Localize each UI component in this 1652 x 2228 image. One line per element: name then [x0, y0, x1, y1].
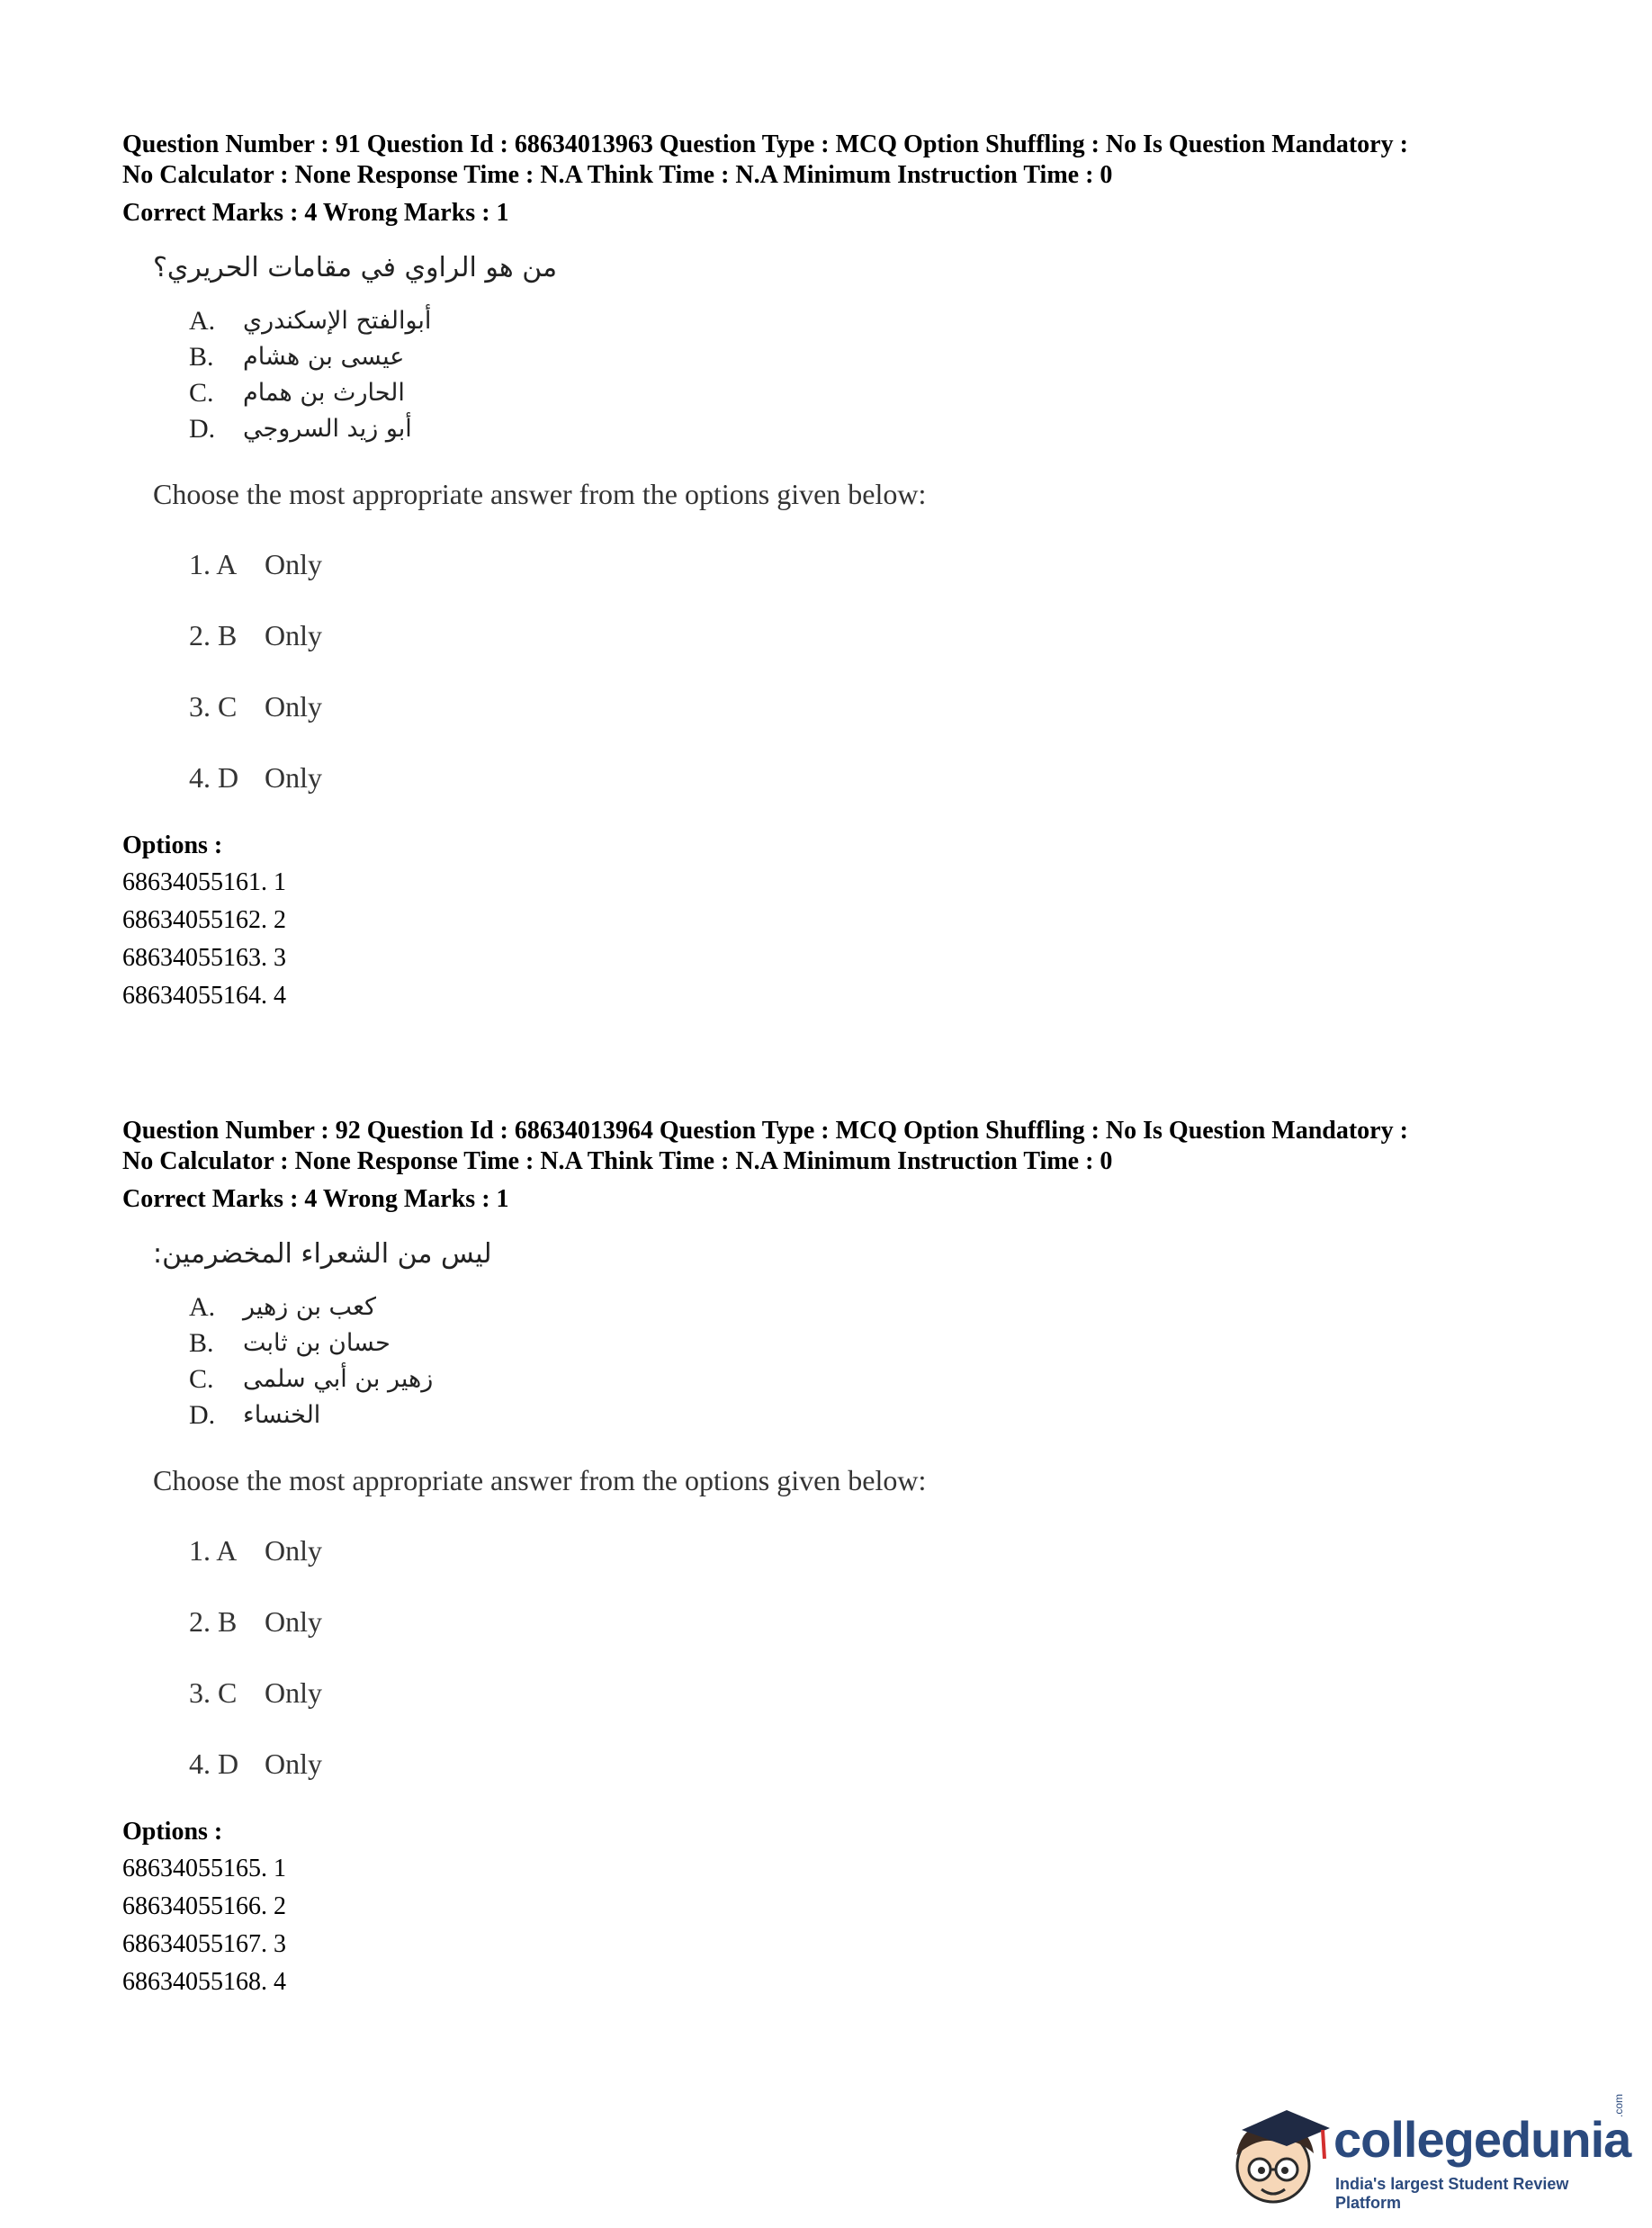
logo-suffix: .com [1612, 2093, 1625, 2117]
option-id: 68634055161. 1 [122, 868, 286, 896]
question-marks: Correct Marks : 4 Wrong Marks : 1 [122, 1185, 509, 1213]
option-id: 68634055167. 3 [122, 1930, 286, 1958]
sub-option [189, 1325, 1053, 1361]
question-meta-line-1: Question Number : 91 Question Id : 68634013963 Question Type : MCQ Option Shuffling : No Is Question Mandatory : [122, 130, 1408, 158]
logo-tagline: India's largest Student Review Platform [1335, 2175, 1569, 2212]
choice-text: Only [265, 619, 322, 651]
sub-option-text: أبوالفتح الإسكندري [243, 307, 432, 335]
answer-choice [189, 742, 1053, 813]
option-id: 68634055164. 4 [122, 982, 286, 1010]
sub-option-text: زهير بن أبي سلمى [243, 1365, 434, 1393]
choice-number: 4. D [189, 761, 239, 794]
sub-option [189, 1361, 1053, 1397]
answer-choice [189, 1729, 1053, 1800]
sub-option-text: أبو زيد السروجي [243, 415, 412, 443]
question-block-91 [122, 130, 1544, 1015]
sub-option-text: عيسى بن هشام [243, 343, 405, 371]
question-text: ليس من الشعراء المخضرمين: [153, 1238, 492, 1270]
collegedunia-logo [1224, 2093, 1638, 2218]
answer-choice [189, 600, 1053, 671]
sub-option-letter: A. [189, 1292, 216, 1322]
sub-option-letter: D. [189, 414, 216, 444]
sub-option-text: حسان بن ثابت [243, 1329, 391, 1357]
question-image [153, 252, 1053, 813]
option-id: 68634055166. 2 [122, 1892, 286, 1920]
sub-option [189, 375, 1053, 411]
sub-option-letter: C. [189, 1364, 214, 1394]
choice-number: 2. B [189, 619, 238, 651]
choice-number: 1. A [189, 548, 238, 580]
sub-option-letter: B. [189, 342, 214, 372]
answer-choice [189, 1586, 1053, 1658]
instruction-text: Choose the most appropriate answer from the options given below: [153, 478, 927, 510]
answer-choice [189, 1658, 1053, 1729]
instruction-text: Choose the most appropriate answer from the options given below: [153, 1464, 927, 1496]
answer-choice [189, 529, 1053, 600]
option-id: 68634055168. 4 [122, 1968, 286, 1996]
choice-number: 2. B [189, 1605, 238, 1638]
choice-text: Only [265, 1747, 322, 1780]
choice-text: Only [265, 1534, 322, 1567]
sub-option-text: الخنساء [243, 1401, 321, 1429]
sub-option [189, 1289, 1053, 1325]
choice-number: 1. A [189, 1534, 238, 1567]
option-id: 68634055163. 3 [122, 944, 286, 972]
choice-number: 3. C [189, 1676, 238, 1709]
sub-option [189, 339, 1053, 375]
sub-option-letter: A. [189, 306, 216, 336]
sub-option-letter: D. [189, 1400, 216, 1430]
question-marks: Correct Marks : 4 Wrong Marks : 1 [122, 199, 509, 227]
question-text: من هو الراوي في مقامات الحريري؟ [153, 252, 558, 283]
choice-text: Only [265, 761, 322, 794]
options-list [122, 1850, 1544, 2001]
mascot-icon [1224, 2101, 1332, 2218]
question-meta-line-2: No Calculator : None Response Time : N.A Think Time : N.A Minimum Instruction Time : 0 [122, 161, 1113, 189]
sub-option [189, 411, 1053, 447]
answer-choice [189, 671, 1053, 742]
choice-text: Only [265, 1605, 322, 1638]
question-image [153, 1238, 1053, 1800]
sub-option-text: كعب بن زهير [243, 1293, 376, 1321]
sub-option-letter: B. [189, 1328, 214, 1358]
question-meta-line-1: Question Number : 92 Question Id : 68634013964 Question Type : MCQ Option Shuffling : No Is Question Mandatory : [122, 1117, 1408, 1145]
choice-text: Only [265, 548, 322, 580]
choice-text: Only [265, 690, 322, 723]
logo-wordmark: collegedunia [1333, 2111, 1631, 2168]
question-meta-line-2: No Calculator : None Response Time : N.A Think Time : N.A Minimum Instruction Time : 0 [122, 1147, 1113, 1175]
sub-option [189, 1397, 1053, 1433]
sub-options-list [189, 1289, 1053, 1433]
sub-option-letter: C. [189, 378, 214, 408]
sub-options-list [189, 303, 1053, 447]
options-heading: Options : [122, 1818, 223, 1846]
option-id: 68634055162. 2 [122, 906, 286, 934]
choice-text: Only [265, 1676, 322, 1709]
options-list [122, 864, 1544, 1015]
answer-choices [189, 529, 1053, 813]
sub-option-text: الحارث بن همام [243, 379, 405, 407]
answer-choices [189, 1515, 1053, 1800]
sub-option [189, 303, 1053, 339]
choice-number: 4. D [189, 1747, 239, 1780]
choice-number: 3. C [189, 690, 238, 723]
option-id: 68634055165. 1 [122, 1855, 286, 1882]
answer-choice [189, 1515, 1053, 1586]
options-heading: Options : [122, 831, 223, 859]
question-block-92 [122, 1116, 1544, 2001]
